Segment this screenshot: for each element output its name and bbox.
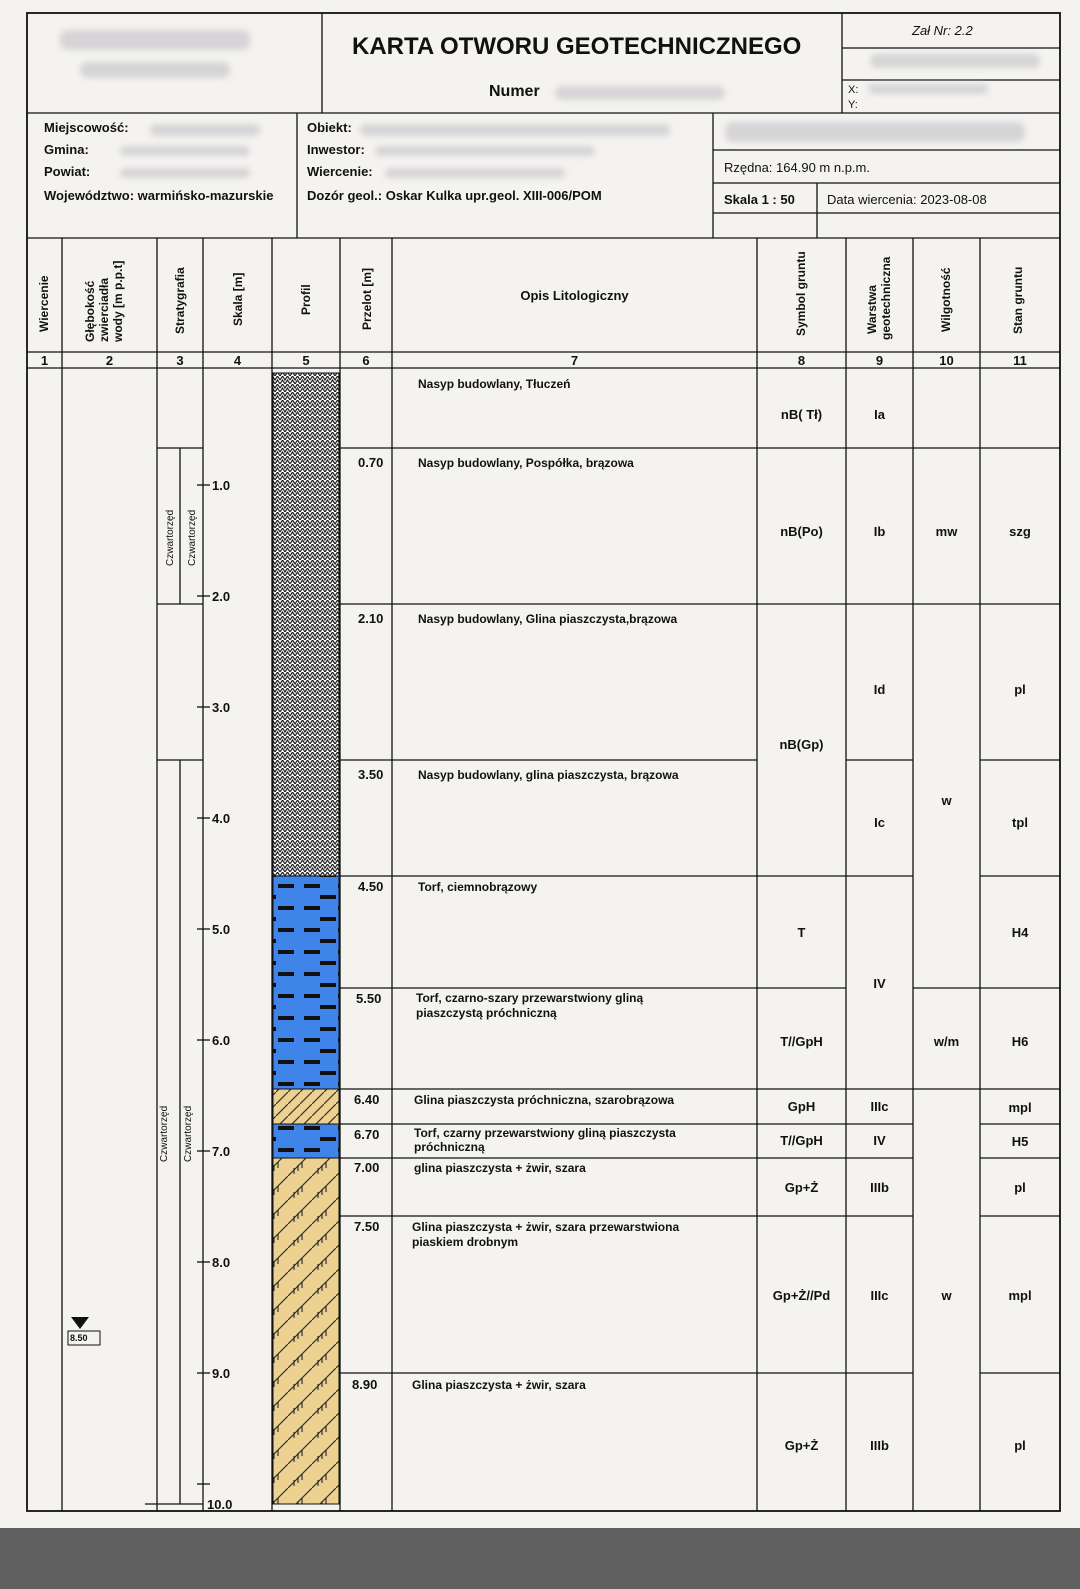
- col-num-3: 3: [176, 353, 184, 368]
- moisture-value: w/m: [933, 1034, 960, 1049]
- depth-4.50: 4.50: [358, 879, 384, 894]
- soil-symbol: GpH: [787, 1099, 816, 1114]
- soil-symbol: nB( Tł): [780, 407, 823, 422]
- strat-lower-b: Czwartorzęd: [183, 1105, 194, 1162]
- soil-symbol: Gp+Ż: [784, 1438, 819, 1453]
- gmina-label: Gmina:: [44, 142, 89, 157]
- depth-2.10: 2.10: [358, 611, 384, 626]
- scale-tick: 8.0: [212, 1255, 231, 1270]
- col-glebokosc-b: zwierciadła: [97, 277, 111, 342]
- peat-thin-layer-profile: [273, 1124, 339, 1158]
- col-num-1: 1: [40, 353, 49, 368]
- soil-symbol: T: [797, 925, 806, 940]
- gravel-clay-layer-profile: [273, 1158, 339, 1504]
- col-wilgotnosc: Wilgotność: [939, 267, 953, 332]
- clay-layer-profile: [273, 1089, 339, 1124]
- col-num-8: 8: [797, 353, 806, 368]
- soil-state: H5: [1011, 1134, 1029, 1149]
- geotech-layer: IIIc: [870, 1288, 889, 1303]
- soil-state: mpl: [1008, 1100, 1032, 1115]
- soil-state: H4: [1011, 925, 1029, 940]
- scale-tick: 10.0: [207, 1497, 233, 1512]
- col-skala: Skala [m]: [231, 272, 245, 326]
- scale-tick: 1.0: [212, 478, 231, 493]
- lith-desc: Nasyp budowlany, Tłuczeń: [418, 377, 571, 391]
- dozor-geol: Dozór geol.: Oskar Kulka upr.geol. XIII-006/POM: [307, 188, 602, 203]
- geotech-layer: IV: [873, 976, 886, 991]
- col-opis: Opis Litologiczny: [520, 288, 629, 303]
- wojewodztwo: Województwo: warmińsko-mazurskie: [44, 188, 274, 203]
- scale-tick: 6.0: [212, 1033, 231, 1048]
- col-glebokosc-a: Głębokość: [83, 280, 97, 342]
- depth-3.50: 3.50: [358, 767, 384, 782]
- lith-desc: Torf, ciemnobrązowy: [418, 880, 538, 894]
- soil-state: pl: [1014, 1180, 1026, 1195]
- soil-state: mpl: [1008, 1288, 1032, 1303]
- geotech-layer: Id: [873, 682, 886, 697]
- water-level-value: 8.50: [70, 1333, 88, 1343]
- geotech-layer: Ia: [874, 407, 885, 422]
- lith-desc: Nasyp budowlany, glina piaszczysta, brązowa: [418, 768, 679, 782]
- col-stan-gruntu: Stan gruntu: [1011, 266, 1025, 334]
- geotech-layer: Ib: [873, 524, 886, 539]
- col-profil: Profil: [299, 284, 313, 315]
- col-num-5: 5: [302, 353, 310, 368]
- attachment-number: Zał Nr: 2.2: [912, 23, 973, 38]
- soil-state: tpl: [1012, 815, 1028, 830]
- lith-desc: piaskiem drobnym: [412, 1235, 519, 1249]
- lith-desc: Glina piaszczysta + żwir, szara przewarstwiona: [412, 1220, 680, 1234]
- water-level-icon: [71, 1317, 89, 1329]
- col-num-10: 10: [939, 353, 954, 368]
- soil-symbol: Gp+Ż//Pd: [772, 1288, 831, 1303]
- viewer-bottom-bar: [0, 1528, 1080, 1589]
- col-wiercenie: Wiercenie: [37, 275, 51, 332]
- depth-8.90: 8.90: [352, 1377, 378, 1392]
- inwestor-label: Inwestor:: [307, 142, 365, 157]
- lith-desc: Glina piaszczysta + żwir, szara: [412, 1378, 586, 1392]
- lith-desc: glina piaszczysta + żwir, szara: [414, 1161, 586, 1175]
- obiekt-label: Obiekt:: [307, 120, 352, 135]
- strat-lower-a: Czwartorzęd: [159, 1105, 170, 1162]
- wiercenie-label: Wiercenie:: [307, 164, 373, 179]
- scale-tick: 9.0: [212, 1366, 231, 1381]
- soil-symbol: T//GpH: [780, 1133, 823, 1148]
- rzedna: Rzędna: 164.90 m n.p.m.: [724, 160, 870, 175]
- col-num-9: 9: [875, 353, 884, 368]
- x-coordinate-label: X:: [848, 84, 859, 96]
- geotech-layer: IV: [873, 1133, 886, 1148]
- col-warstwa-a: Warstwa: [865, 285, 879, 334]
- skala: Skala 1 : 50: [724, 192, 795, 207]
- data-wiercenia: Data wiercenia: 2023-08-08: [827, 192, 987, 207]
- peat-layer-profile: [273, 876, 339, 1089]
- number-label: Numer: [489, 83, 540, 100]
- lith-desc: Nasyp budowlany, Glina piaszczysta,brązowa: [418, 612, 678, 626]
- col-num-6: 6: [362, 353, 370, 368]
- geotech-layer: Ic: [874, 815, 885, 830]
- col-symbol: Symbol gruntu: [794, 251, 808, 336]
- powiat-label: Powiat:: [44, 164, 91, 179]
- depth-6.70: 6.70: [354, 1127, 380, 1142]
- lith-desc: Torf, czarny przewarstwiony gliną piaszczysta: [414, 1126, 676, 1140]
- scale-tick: 2.0: [212, 589, 231, 604]
- scale-tick: 3.0: [212, 700, 231, 715]
- soil-state: H6: [1011, 1034, 1029, 1049]
- soil-symbol: T//GpH: [780, 1034, 823, 1049]
- depth-0.70: 0.70: [358, 455, 384, 470]
- scale-tick: 7.0: [212, 1144, 231, 1159]
- y-coordinate-label: Y:: [848, 99, 858, 111]
- col-num-7: 7: [570, 353, 579, 368]
- depth-6.40: 6.40: [354, 1092, 380, 1107]
- col-przelot: Przelot [m]: [360, 267, 374, 330]
- soil-state: pl: [1014, 682, 1026, 697]
- col-num-11: 11: [1013, 353, 1027, 368]
- depth-7.00: 7.00: [354, 1160, 380, 1175]
- soil-state: pl: [1014, 1438, 1026, 1453]
- lith-desc: Glina piaszczysta próchniczna, szarobrązowa: [414, 1093, 675, 1107]
- miejscowosc-label: Miejscowość:: [44, 120, 129, 135]
- strat-upper-b: Czwartorzęd: [187, 509, 198, 566]
- moisture-value: w: [941, 1288, 952, 1303]
- scale-tick: 4.0: [212, 811, 231, 826]
- col-num-2: 2: [105, 353, 114, 368]
- col-stratygrafia: Stratygrafia: [173, 267, 187, 334]
- lith-desc: próchniczną: [414, 1140, 485, 1154]
- geotech-layer: IIIc: [870, 1099, 889, 1114]
- moisture-value: w: [941, 793, 952, 808]
- lith-desc: Torf, czarno-szary przewarstwiony gliną: [416, 991, 644, 1005]
- depth-7.50: 7.50: [354, 1219, 380, 1234]
- depth-5.50: 5.50: [356, 991, 382, 1006]
- soil-symbol: nB(Gp): [779, 737, 824, 752]
- fill-layer-profile: [273, 373, 339, 876]
- moisture-value: mw: [935, 524, 958, 539]
- lith-desc: Nasyp budowlany, Pospółka, brązowa: [418, 456, 634, 470]
- soil-symbol: Gp+Ż: [784, 1180, 819, 1195]
- lith-desc: piaszczystą próchniczną: [416, 1006, 557, 1020]
- col-glebokosc-c: wody [m p.p.t]: [111, 260, 125, 342]
- scale-tick: 5.0: [212, 922, 231, 937]
- soil-state: szg: [1009, 524, 1031, 539]
- geotech-layer: IIIb: [870, 1438, 889, 1453]
- page-title: KARTA OTWORU GEOTECHNICZNEGO: [352, 33, 802, 60]
- strat-upper-a: Czwartorzęd: [165, 509, 176, 566]
- col-warstwa-b: geotechniczna: [879, 256, 893, 340]
- soil-symbol: nB(Po): [780, 524, 823, 539]
- col-num-4: 4: [233, 353, 242, 368]
- geotech-layer: IIIb: [870, 1180, 889, 1195]
